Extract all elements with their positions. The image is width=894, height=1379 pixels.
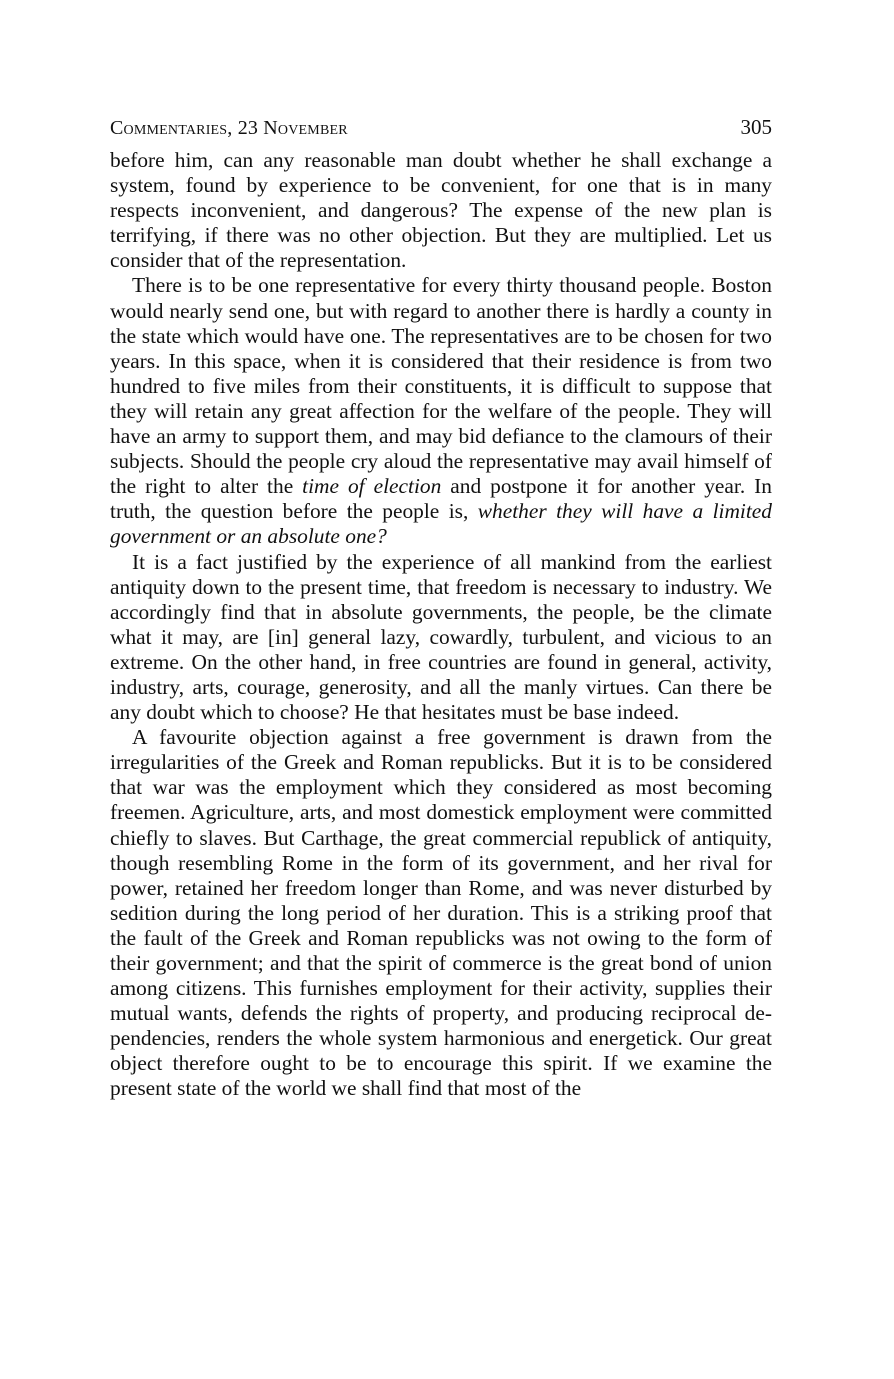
paragraph-text: It is a fact justified by the experience of all mankind from the earliest antiquity down to the present time, that freedom is necessary to industry. We accordingly find that in absolute governments, the people, be the climate what it may, are [in] general lazy, cowardly, turbulent, and vicious to an extreme. On the other hand, in free countries are found in general, activity, industry, arts, courage, generosity, and all the manly virtues. Can there be any doubt which to choose? He that hesitates must be base indeed. (110, 549, 772, 725)
paragraph-text: A favourite objection against a free government is drawn from the irregularities of the Greek and Roman republicks. But it is to be considered that war was the employment which they considered as most becoming freemen. Agriculture, arts, and most domestick employment were committed chiefly to slaves. But Carthage, the great commercial republick of antiquity, though resembling Rome in the form of its government, and her rival for power, retained her freedom longer than Rome, and was never disturbed by sedition during the long period of her duration. This is a striking proof that the fault of the Greek and Roman republicks was not owing to the form of their government; and that the spirit of commerce is the great bond of union among citizens. This furnishes employment for their activity, supplies their mutual wants, defends the rights of property, and producing reciprocal dependencies, renders the whole system harmonious and energetick. Our great object therefore ought to be to encourage this spirit. If we examine the present state of the world we shall find that most of the (110, 725, 772, 1101)
italic-phrase: time of election (302, 474, 442, 499)
page-number: 305 (740, 115, 772, 139)
running-title: Commentaries, 23 November (110, 117, 348, 139)
paragraph (110, 550, 772, 726)
body-text (110, 148, 772, 1102)
paragraph (110, 725, 772, 1101)
running-head (110, 112, 772, 148)
paragraph (110, 273, 772, 549)
paragraph-text: There is to be one representative for every thirty thousand people. Boston would nearly send one, but with regard to another there is hardly a county in the state which would have one. The representatives are to be chosen for two years. In this space, when it is considered that their residence is from two hundred to five miles from their constituents, it is difficult to suppose that they will retain any great affection for the welfare of the people. They will have an army to support them, and may bid defiance to the clamours of their subjects. Should the people cry aloud the representative may avail himself of the right to alter the (110, 273, 772, 499)
paragraph (110, 148, 772, 273)
paragraph-text: before him, can any reasonable man doubt whether he shall exchange a system, found by experience to be convenient, for one that is in many respects inconvenient, and dangerous? The expense of the new plan is terrifying, if there was no other objection. But they are multiplied. Let us consider that of the representation. (110, 148, 772, 273)
paragraph-text: and postpone it for another year. In truth, the question before the people is, (110, 474, 772, 524)
italic-phrase: whether they will have a limited government or an absolute one? (110, 499, 772, 549)
document-page (110, 112, 772, 1102)
